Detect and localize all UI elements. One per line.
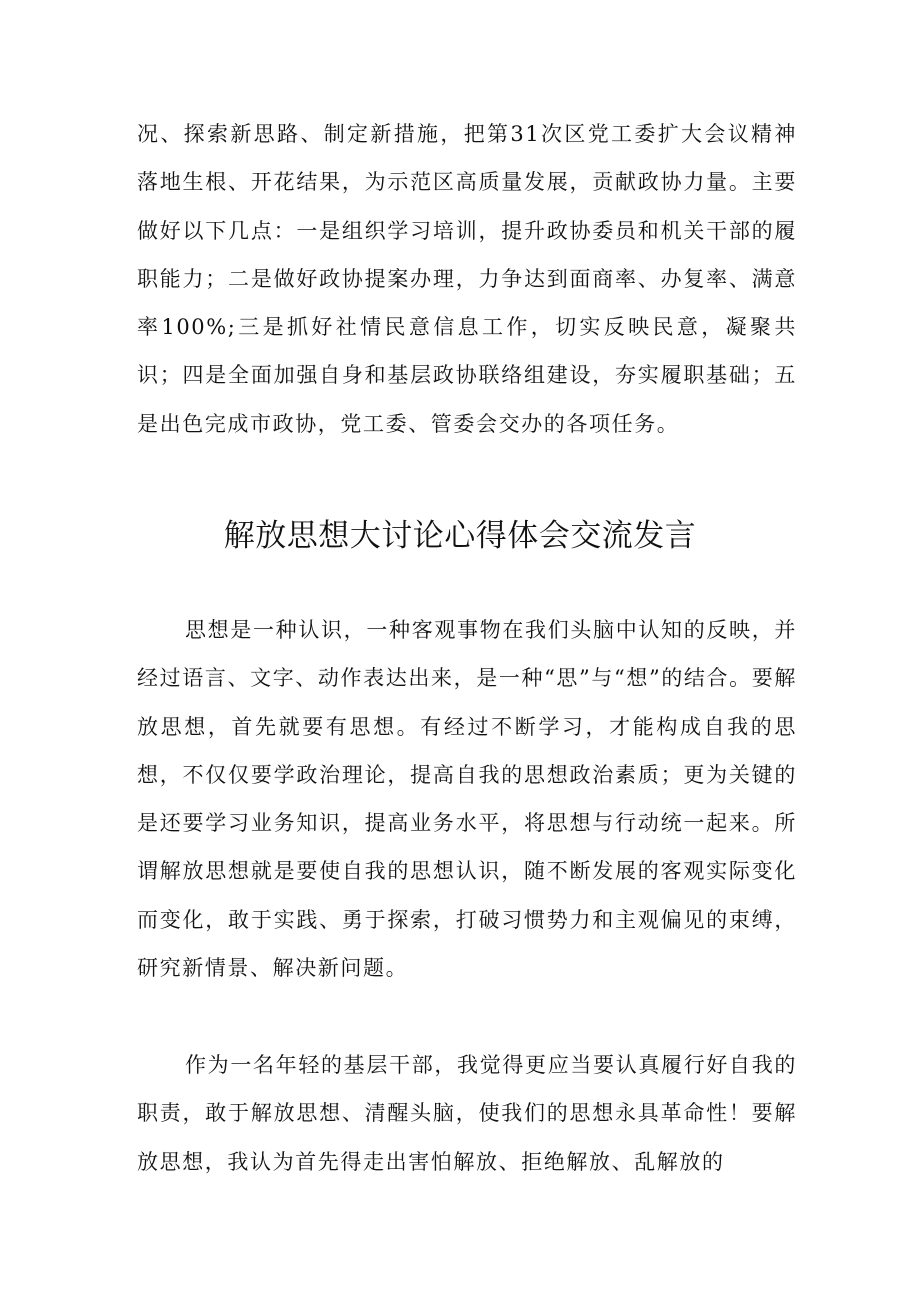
paragraph-cadre-duty: 作为一名年轻的基层干部，我觉得更应当要认真履行好自我的职责，敢于解放思想、清醒头脑，使我们的思想永具革命性！要解放思想，我认为首先得走出害怕解放、拒绝解放、乱解放的: [137, 1053, 797, 1174]
document-title: 解放思想大讨论心得体会交流发言: [223, 518, 697, 554]
paragraph-thought-definition: 思想是一种认识，一种客观事物在我们头脑中认知的反映，并经过语言、文字、动作表达出来，是一种“思”与“想”的结合。要解放思想，首先就要有思想。有经过不断学习，才能构成自我的思想，不仅仅要学政治理论，提高自我的思想政治素质；更为关键的是还要学习业务知识，提高业务水平，将思想与行动统一起来。所谓解放思想就是要使自我的思想认识，随不断发展的客观实际变化而变化，敢于实践、勇于探索，打破习惯势力和主观偏见的束缚，研究新情景、解决新问题。: [137, 618, 797, 981]
paragraph-continued: 况、探索新思路、制定新措施，把第31次区党工委扩大会议精神落地生根、开花结果，为示范区高质量发展，贡献政协力量。主要做好以下几点：一是组织学习培训，提升政协委员和机关干部的履职能力；二是做好政协提案办理，力争达到面商率、办复率、满意率100%;三是抓好社情民意信息工作，切实反映民意，凝聚共识；四是全面加强自身和基层政协联络组建设，夯实履职基础；五是出色完成市政协，党工委、管委会交办的各项任务。: [137, 122, 797, 436]
